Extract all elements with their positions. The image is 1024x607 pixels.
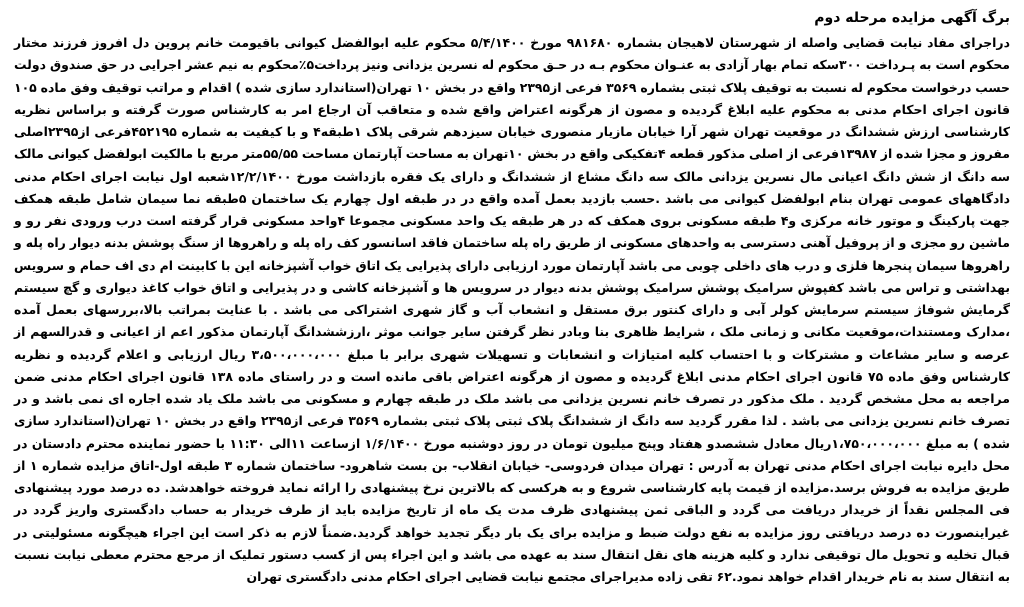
notice-paragraph: دراجرای مفاد نیابت قضایی واصله از شهرستان لاهیجان بشماره ۹۸۱۶۸۰ مورخ ۵/۴/۱۴۰۰ محکوم علیه ابوالفضل کیوانی باقیومت خانم پروین دل افروز فرزند مختار محکوم است به پـرداخت ۳۰۰سکه تمام بهار آزادی به عنـوان محکوم بـه در حـق محکوم له نسرین یزدانی ونیز پرداخت۵٪محکوم به نیم عشر اجرایی در حق صندوق دولت حسب درخواست محکوم له نسبت به توقیف پلاک ثبتی بشماره ۳۵۶۹ فرعی از۲۳۹۵ واقع در بخش ۱۰ تهران(استاندارد سازی شده ) اقدام و مراتب توقیف وفق ماده ۱۰۵ قانون اجرای احکام مدنی به محکوم علیه ابلاغ گردیده و مصون از هرگونه اعتراض واقع شده و متعاقب آن ارجاع امر به کارشناس صورت گرفته و براساس نظریه کارشناسی ارزش ششدانگ در موقعیت تهران شهر آرا خیابان مازیار منصوری خیابان سیزدهم شرقی پلاک ۱طبقه۴ و با کیفیت به شماره ۴۵۲۱۹۵فرعی از۲۳۹۵اصلی مفروز و مجزا شده از ۱۳۹۸۷فرعی از اصلی مذکور قطعه ۴تفکیکی واقع در بخش ۱۰تهران به مساحت آپارتمان مساحت ۵۵/۵۵متر مربع با مالکیت ابولفضل کیوانی مالک سه دانگ از شش دانگ اعیانی مال نسرین یزدانی مالک سه دانگ مشاع از ششدانگ و دارای یک فقره بازداشت مورخ ۱۲/۲/۱۴۰۰شعبه اول نیابت اجرای احکام مدنی دادگاههای عمومی تهران بنام ابولفضل کیوانی می باشد .حسب بازدید بعمل آمده واقع در در طبقه اول چهارم یک ساختمان ۵طبقه نما سیمان شامل طبقه همکف جهت پارکینگ و موتور خانه مرکزی و۴ طبقه مسکونی بروی همکف که در هر طبقه یک واحد مسکونی مجموعا ۴واحد مسکونی قرار گرفته است درب ورودی نفر رو و ماشین رو مجزی و از پروفیل آهنی دسترسی به واحدهای مسکونی از طریق راه پله ساختمان فاقد اسانسور کف راه پله و راهروها از سنگ پوشش بدنه دیوار راه پله و راهروها سیمان پنجرها فلزی و درب های داخلی چوبی می باشد آپارتمان مورد ارزیابی دارای پذیرایی یک اتاق خواب آشپزخانه این با کابینت ام دی اف حمام و سرویس بهداشتی و تراس می باشد کفپوش سرامیک پوشش سرامیک پوشش بدنه دیوار در سرویس ها و آشپزخانه کاشی و در پذیرایی و اتاق خواب کاغذ دیواری و گچ سیستم گرمایش شوفاژ سیستم سرمایش کولر آبی و دارای کنتور برق مستقل و انشعاب آب و گاز شهری اشتراکی می باشد . با عنایت بمراتب بالا،بررسهای بعمل آمده ،مدارک ومستندات،موقعیت مکانی و زمانی ملک ، شرایط ظاهری بنا وبادر نظر گرفتن سایر جوانب موثر ،ارزششدانگ آپارتمان مذکور اعم از اعیانی و قدرالسهم از عرصه و سایر مشاعات و مشترکات و با احتساب کلیه امتیازات و انشعابات و تسهیلات شهری برابر با مبلغ ۳،۵۰۰،۰۰۰،۰۰۰ ریال ارزیابی و اعلام گردیده و نظریه کارشناس وفق ماده ۷۵ قانون اجرای احکام مدنی ابلاغ گردیده و مصون از هرگونه اعتراض باقی مانده است و در راستای ماده ۱۳۸ قانون اجرای احکام مدنی ضمن مراجعه به محل مشخص گردید . ملک مذکور در تصرف خانم نسرین یزدانی می باشد ملک در طبقه چهارم و مسکونی می باشد ملک یاد شده اجاره ای نمی باشد و در تصرف خانم نسرین یزدانی می باشد . لذا مقرر گردید سه دانگ از ششدانگ پلاک ثبتی پلاک ثبتی بشماره ۳۵۶۹ فرعی از۲۳۹۵ واقع در بخش ۱۰ تهران(استاندارد سازی شده ) به مبلغ ۱،۷۵۰،۰۰۰،۰۰۰ریال معادل ششصدو هفتاد وپنج میلیون تومان در روز دوشنبه مورخ ۱/۶/۱۴۰۰ ازساعت ۱۱الی ۱۱:۳۰ با حضور نماینده محترم دادستان در محل دایره نیابت اجرای احکام مدنی تهران به آدرس : تهران میدان فردوسی- خیابان انقلاب- بن بست شاهرود- ساختمان شماره ۳ طبقه اول-اتاق مزایده شماره ۱ از طریق مزایده به فروش برسد.مزایده از قیمت پایه کارشناسی شروع و به هرکسی که بالاترین نرخ پیشنهادی را ارائه نماید فروخته خواهدشد. ده درصد مورد پیشنهادی فی المجلس نقداً از خریدار دریافت می گردد و الباقی ثمن پیشنهادی ظرف مدت یک ماه از تاریخ مزایده باید از طرف خریدار به حساب دادگستری واریز گردد در غیراینصورت ده درصد دریافتی روز مزایده به نفع دولت ضبط و مزایده برای یک بار دیگر تجدید خواهد گردید.ضمناً لازم به ذکر است این اجراء هیچگونه مسئولیتی در قبال تخلیه و تحویل مال توقیفی ندارد و کلیه هزینه های نقل انتقال سند به عهده می باشد و این اجراء پس از کسب دستور تملیک از مرجع محترم معطی نیابت نسبت به انتقال سند به نام خریدار اقدام خواهد نمود.۶۲ تقی زاده مدیراجرای مجتمع نیابت قضایی اجرای احکام مدنی دادگستری تهران [14, 35, 1011, 584]
notice-body [14, 32, 1010, 588]
notice-title: برگ آگهی مزایده مرحله دوم [814, 10, 1010, 26]
